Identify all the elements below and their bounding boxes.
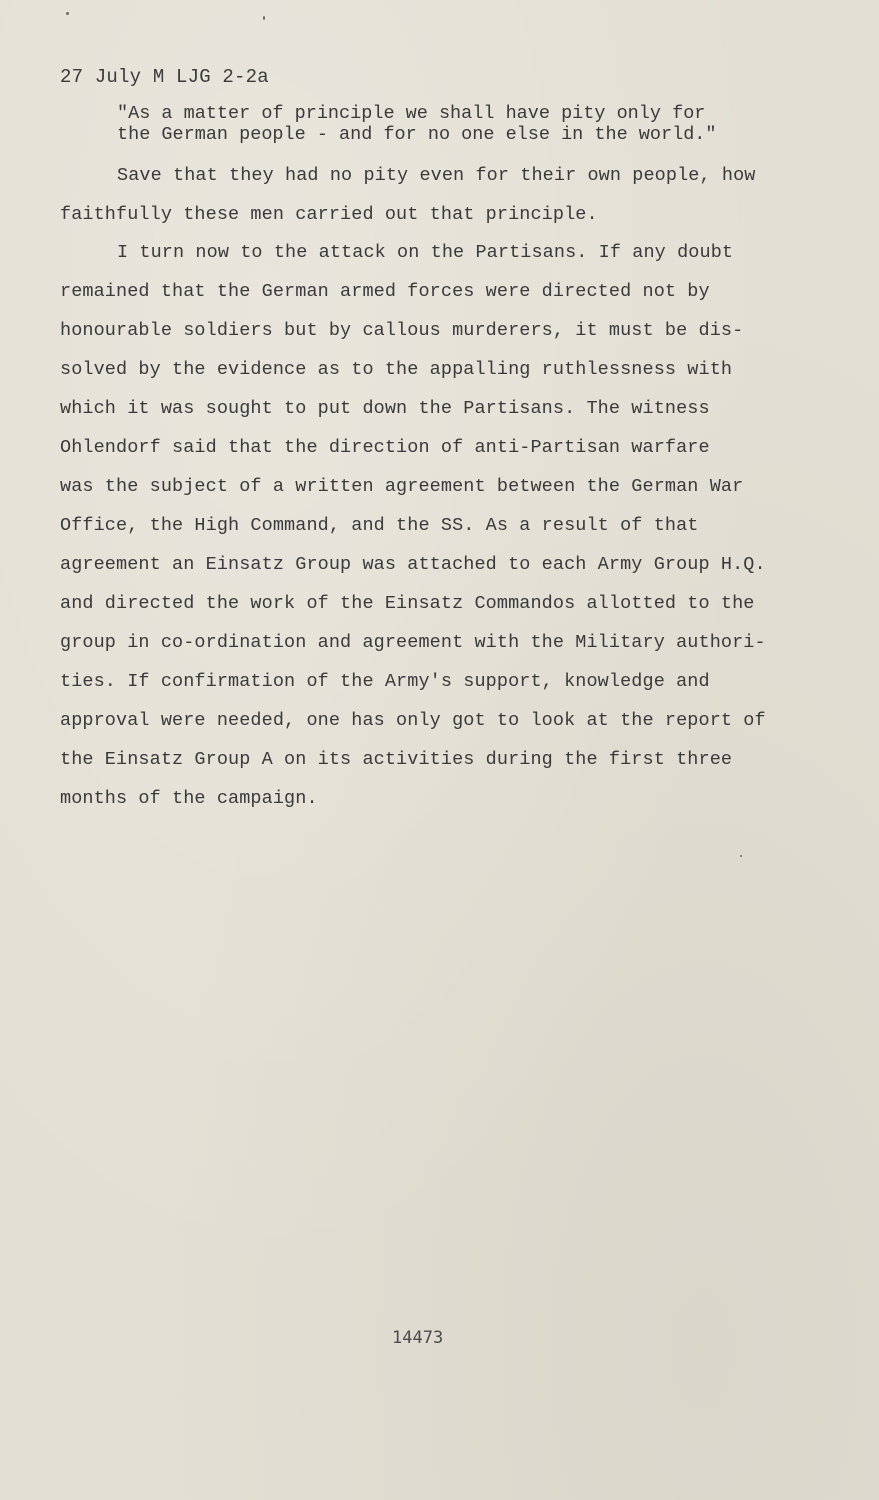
paragraph-1-line: faithfully these men carried out that principle.: [60, 204, 598, 225]
paper-speck: [740, 855, 742, 857]
paragraph-2-line: honourable soldiers but by callous murderers, it must be dis-: [60, 320, 744, 341]
page-number: 14473: [392, 1328, 444, 1348]
quotation: [117, 103, 717, 145]
paragraph-2-line: and directed the work of the Einsatz Commandos allotted to the: [60, 593, 755, 614]
quote-line: the German people - and for no one else in the world.": [117, 124, 717, 145]
document-header: 27 July M LJG 2-2a: [60, 66, 269, 88]
paragraph-2-line: which it was sought to put down the Partisans. The witness: [60, 398, 710, 419]
paragraph-2-line: approval were needed, one has only got to look at the report of: [60, 710, 766, 731]
paragraph-2-line: solved by the evidence as to the appalling ruthlessness with: [60, 359, 733, 380]
paragraph-2-line: I turn now to the attack on the Partisans. If any doubt: [117, 242, 734, 263]
paragraph-1-line: Save that they had no pity even for their own people, how: [117, 165, 756, 186]
paragraph-2-line: agreement an Einsatz Group was attached to each Army Group H.Q.: [60, 554, 766, 575]
paragraph-2-line: Office, the High Command, and the SS. As a result of that: [60, 515, 699, 536]
paragraph-2-line: months of the campaign.: [60, 788, 318, 809]
paper-speck: [263, 16, 265, 20]
paragraph-2-line: remained that the German armed forces were directed not by: [60, 281, 710, 302]
paragraph-2-line: group in co-ordination and agreement with the Military authori-: [60, 632, 766, 653]
paragraph-2-line: was the subject of a written agreement between the German War: [60, 476, 744, 497]
paragraph-2-line: ties. If confirmation of the Army's support, knowledge and: [60, 671, 710, 692]
paper-speck: [66, 12, 69, 15]
paragraph-2-line: the Einsatz Group A on its activities during the first three: [60, 749, 733, 770]
paragraph-2-line: Ohlendorf said that the direction of anti-Partisan warfare: [60, 437, 710, 458]
quote-line: "As a matter of principle we shall have pity only for: [117, 103, 706, 124]
